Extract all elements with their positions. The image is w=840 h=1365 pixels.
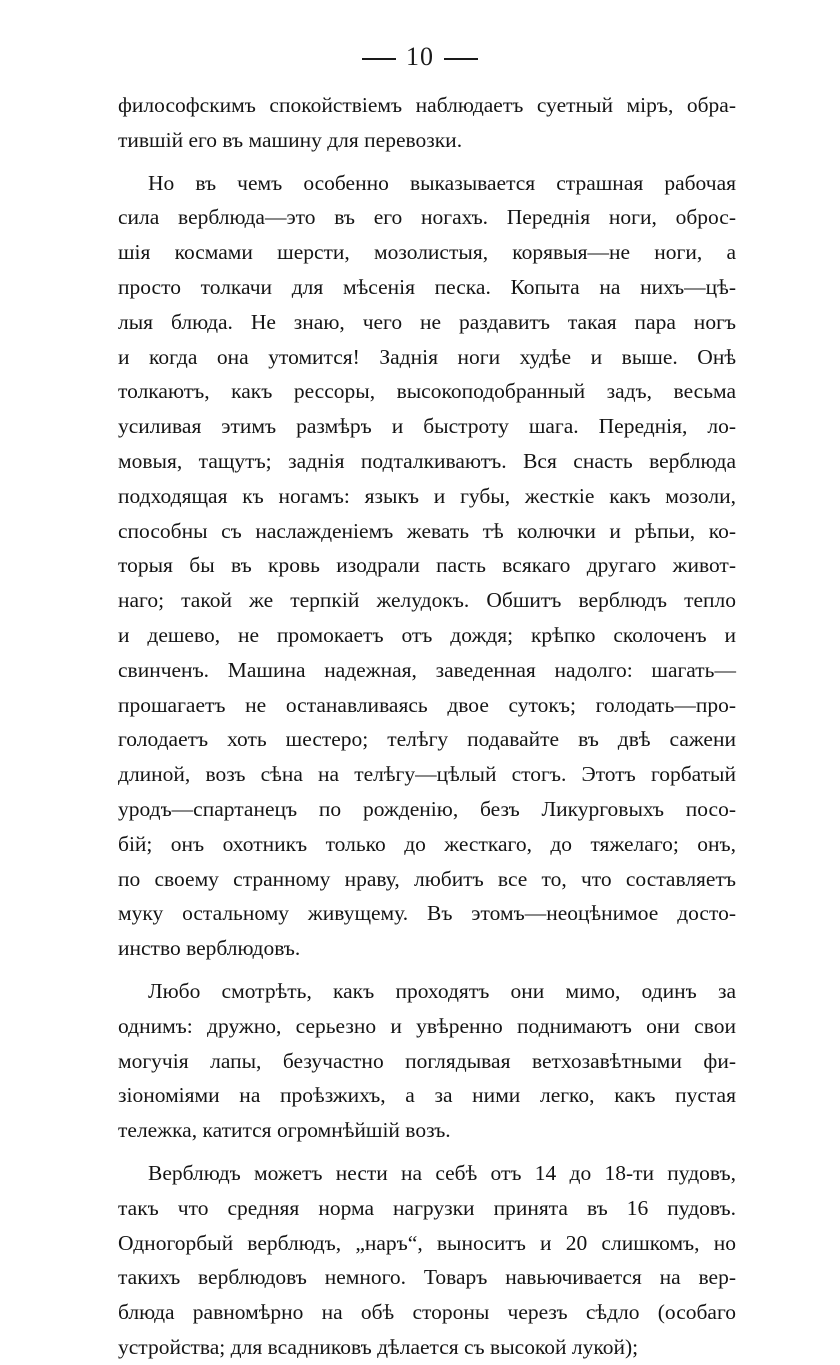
text-line: подходящая къ ногамъ: языкъ и губы, жесткіе какъ мозоли, (118, 483, 736, 508)
text-line: устройства; для всадниковъ дѣлается съ высокой лукой); (118, 1334, 639, 1359)
text-line: наго; такой же терпкій желудокъ. Обшитъ верблюдъ тепло (118, 588, 736, 613)
text-line: мовыя, тащутъ; заднія подталкиваютъ. Вся снасть верблюда (118, 448, 736, 473)
text-line: тележка, катится огромнѣйшій возъ. (118, 1118, 451, 1143)
text-line: сила верблюда—это въ его ногахъ. Переднія ноги, оброс- (118, 205, 736, 230)
paragraph (118, 88, 736, 158)
paragraph-gap (118, 1148, 736, 1156)
text-line: инство верблюдовъ. (118, 936, 301, 961)
page-body (118, 88, 736, 1365)
text-line: усиливая этимъ размѣръ и быстроту шага. Переднія, ло- (118, 414, 736, 439)
text-line: уродъ—спартанецъ по рожденію, безъ Ликурговыхъ посо- (118, 796, 736, 821)
text-line: прошагаетъ не останавливаясь двое сутокъ; голодать—про- (118, 692, 736, 717)
text-line: Любо смотрѣть, какъ проходятъ они мимо, одинъ за (148, 978, 736, 1003)
paragraph-gap (118, 966, 736, 974)
text-line: толкаютъ, какъ рессоры, высокоподобранный задъ, весьма (118, 379, 736, 404)
text-line: и дешево, не промокаетъ отъ дождя; крѣпко сколоченъ и (118, 622, 736, 647)
text-line: Верблюдъ можетъ нести на себѣ отъ 14 до 18-ти пудовъ, (148, 1160, 736, 1185)
text-line: шія космами шерсти, мозолистыя, корявыя—не ноги, а (118, 240, 736, 265)
text-line: голодаетъ хоть шестеро; телѣгу подавайте въ двѣ сажени (118, 727, 736, 752)
text-line: философскимъ спокойствіемъ наблюдаетъ суетный міръ, обра- (118, 93, 736, 117)
paragraph (118, 1156, 736, 1365)
text-line: длиной, возъ сѣна на телѣгу—цѣлый стогъ. Этотъ горбатый (118, 762, 736, 787)
text-line: бій; онъ охотникъ только до жесткаго, до тяжелаго; онъ, (118, 831, 736, 856)
text-line: Одногорбый верблюдъ, „наръ“, выноситъ и 20 слишкомъ, но (118, 1230, 736, 1255)
page-number: 10 (406, 42, 434, 71)
text-line: и когда она утомится! Заднія ноги худѣе и выше. Онѣ (118, 344, 736, 369)
page-header (0, 42, 840, 72)
paragraph (118, 166, 736, 966)
text-line: такъ что средняя норма нагрузки принята въ 16 пудовъ. (118, 1195, 736, 1220)
text-line: способны съ наслажденіемъ жевать тѣ колючки и рѣпьи, ко- (118, 518, 736, 543)
text-line: такихъ верблюдовъ немного. Товаръ навьючивается на вер- (118, 1265, 736, 1290)
text-line: торыя бы въ кровь изодрали пасть всякаго другаго живот- (118, 553, 736, 578)
text-line: однимъ: дружно, серьезно и увѣренно поднимаютъ они свои (118, 1013, 736, 1038)
header-dash-right (444, 58, 478, 60)
header-dash-left (362, 58, 396, 60)
text-line: лыя блюда. Не знаю, чего не раздавитъ такая пара ногъ (118, 309, 736, 334)
text-line: по своему странному нраву, любитъ все то, что составляетъ (118, 866, 736, 891)
text-line: зіономіями на проѣзжихъ, а за ними легко, какъ пустая (118, 1083, 736, 1108)
text-line: Но въ чемъ особенно выказывается страшная рабочая (148, 170, 736, 195)
text-line: тившій его въ машину для перевозки. (118, 127, 463, 152)
text-line: просто толкачи для мѣсенія песка. Копыта на нихъ—цѣ- (118, 274, 736, 299)
text-line: могучія лапы, безучастно поглядывая ветхозавѣтными фи- (118, 1048, 736, 1073)
text-line: муку остальному живущему. Въ этомъ—неоцѣнимое досто- (118, 901, 736, 926)
paragraph (118, 974, 736, 1148)
text-line: блюда равномѣрно на обѣ стороны черезъ сѣдло (особаго (118, 1300, 736, 1325)
paragraph-gap (118, 158, 736, 166)
text-line: свинченъ. Машина надежная, заведенная надолго: шагать— (118, 657, 736, 682)
